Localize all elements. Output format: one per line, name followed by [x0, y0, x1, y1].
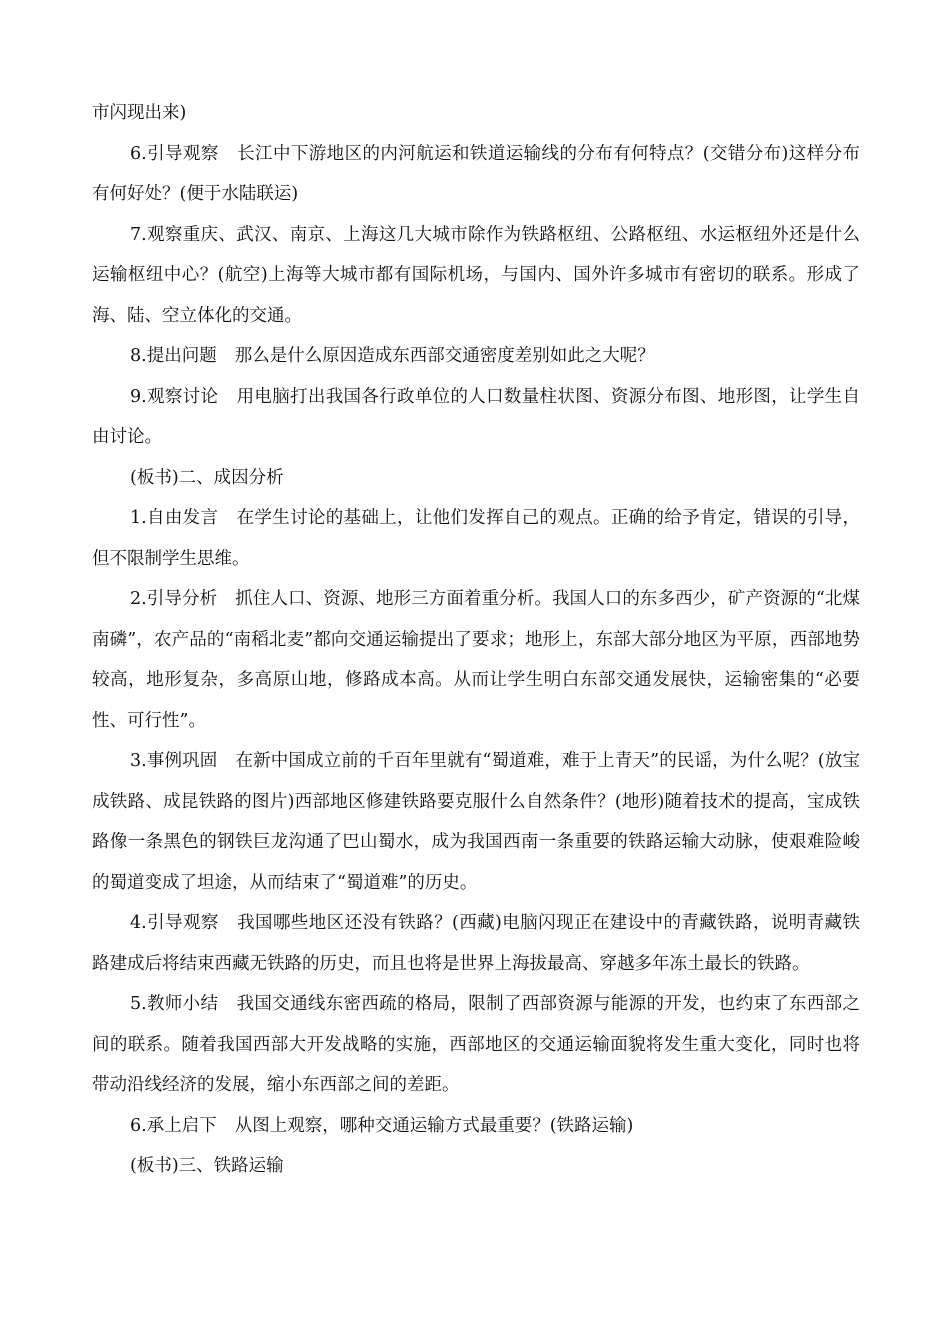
paragraph-lead: 6.引导观察: [130, 143, 219, 164]
paragraph-transition-6: [92, 1106, 860, 1147]
paragraph-text: 在新中国成立前的千百年里就有“蜀道难，难于上青天”的民谣，为什么呢？(放宝成铁路、成昆铁路的图片)西部地区修建铁路要克服什么自然条件？(地形)随着技术的提高，宝成铁路像一条黑色的钢铁巨龙沟通了巴山蜀水，成为我国西南一条重要的铁路运输大动脉，使艰难险峻的蜀道变成了坦途，从而结束了“蜀道难”的历史。: [92, 751, 861, 893]
section-heading-railway-transport: [92, 1146, 860, 1187]
paragraph-example-3: [92, 741, 860, 903]
paragraph-lead: 1.自由发言: [130, 508, 219, 528]
paragraph-guided-observation-6: [92, 134, 860, 215]
paragraph-observation-7: [92, 215, 860, 337]
paragraph-discussion-9: [92, 377, 860, 458]
paragraph-lead: 5.教师小结: [130, 994, 219, 1014]
section-heading-cause-analysis: [92, 458, 860, 499]
paragraph-lead: 4.引导观察: [130, 913, 219, 933]
paragraph-lead: 2.引导分析: [130, 589, 218, 609]
paragraph-text: 抓住人口、资源、地形三方面着重分析。我国人口的东多西少，矿产资源的“北煤南磷”，农产品的“南稻北麦”都向交通运输提出了要求；地形上，东部大部分地区为平原，西部地势较高，地形复杂，多高原山地，修路成本高。从而让学生明白东部交通发展快，运输密集的“必要性、可行性”。: [92, 589, 860, 731]
paragraph-guided-observation-4: [92, 903, 860, 984]
paragraph-summary-5: [92, 984, 860, 1106]
paragraph-text: 从图上观察，哪种交通运输方式最重要？(铁路运输): [234, 1115, 634, 1136]
paragraph-lead: 3.事例巩固: [130, 751, 218, 771]
paragraph-question-8: [92, 336, 860, 377]
paragraph-text: 7.观察重庆、武汉、南京、上海这几大城市除作为铁路枢纽、公路枢纽、水运枢纽外还是什么运输枢纽中心？(航空)上海等大城市都有国际机场，与国内、国外许多城市有密切的联系。形成了海、陆、空立体化的交通。: [92, 224, 860, 326]
paragraph-lead: 8.提出问题: [130, 346, 217, 366]
paragraph-free-speech-1: [92, 498, 860, 579]
paragraph-text: 在学生讨论的基础上，让他们发挥自己的观点。正确的给予肯定，错误的引导，但不限制学生思维。: [92, 508, 860, 569]
paragraph-lead: 6.承上启下: [130, 1115, 217, 1136]
lesson-plan-body: [92, 93, 860, 1187]
paragraph-text: 我国交通线东密西疏的格局，限制了西部资源与能源的开发，也约束了东西部之间的联系。随着我国西部大开发战略的实施，西部地区的交通运输面貌将发生重大变化，同时也将带动沿线经济的发展，缩小东西部之间的差距。: [92, 994, 860, 1095]
paragraph-text: 市闪现出来): [92, 103, 187, 123]
paragraph-text: 长江中下游地区的内河航运和铁道运输线的分布有何特点？(交错分布)这样分布有何好处？(便于水陆联运): [92, 143, 860, 204]
paragraph-continuation: [92, 93, 860, 134]
section-heading-text: (板书)三、铁路运输: [130, 1156, 284, 1176]
section-heading-text: (板书)二、成因分析: [130, 467, 284, 488]
paragraph-text: 用电脑打出我国各行政单位的人口数量柱状图、资源分布图、地形图，让学生自由讨论。: [92, 386, 860, 447]
paragraph-text: 那么是什么原因造成东西部交通密度差别如此之大呢？: [234, 346, 655, 366]
paragraph-text: 我国哪些地区还没有铁路？(西藏)电脑闪现正在建设中的青藏铁路，说明青藏铁路建成后将结束西藏无铁路的历史，而且也将是世界上海拔最高、穿越多年冻土最长的铁路。: [92, 913, 860, 974]
paragraph-lead: 9.观察讨论: [130, 386, 219, 407]
paragraph-guided-analysis-2: [92, 579, 860, 741]
